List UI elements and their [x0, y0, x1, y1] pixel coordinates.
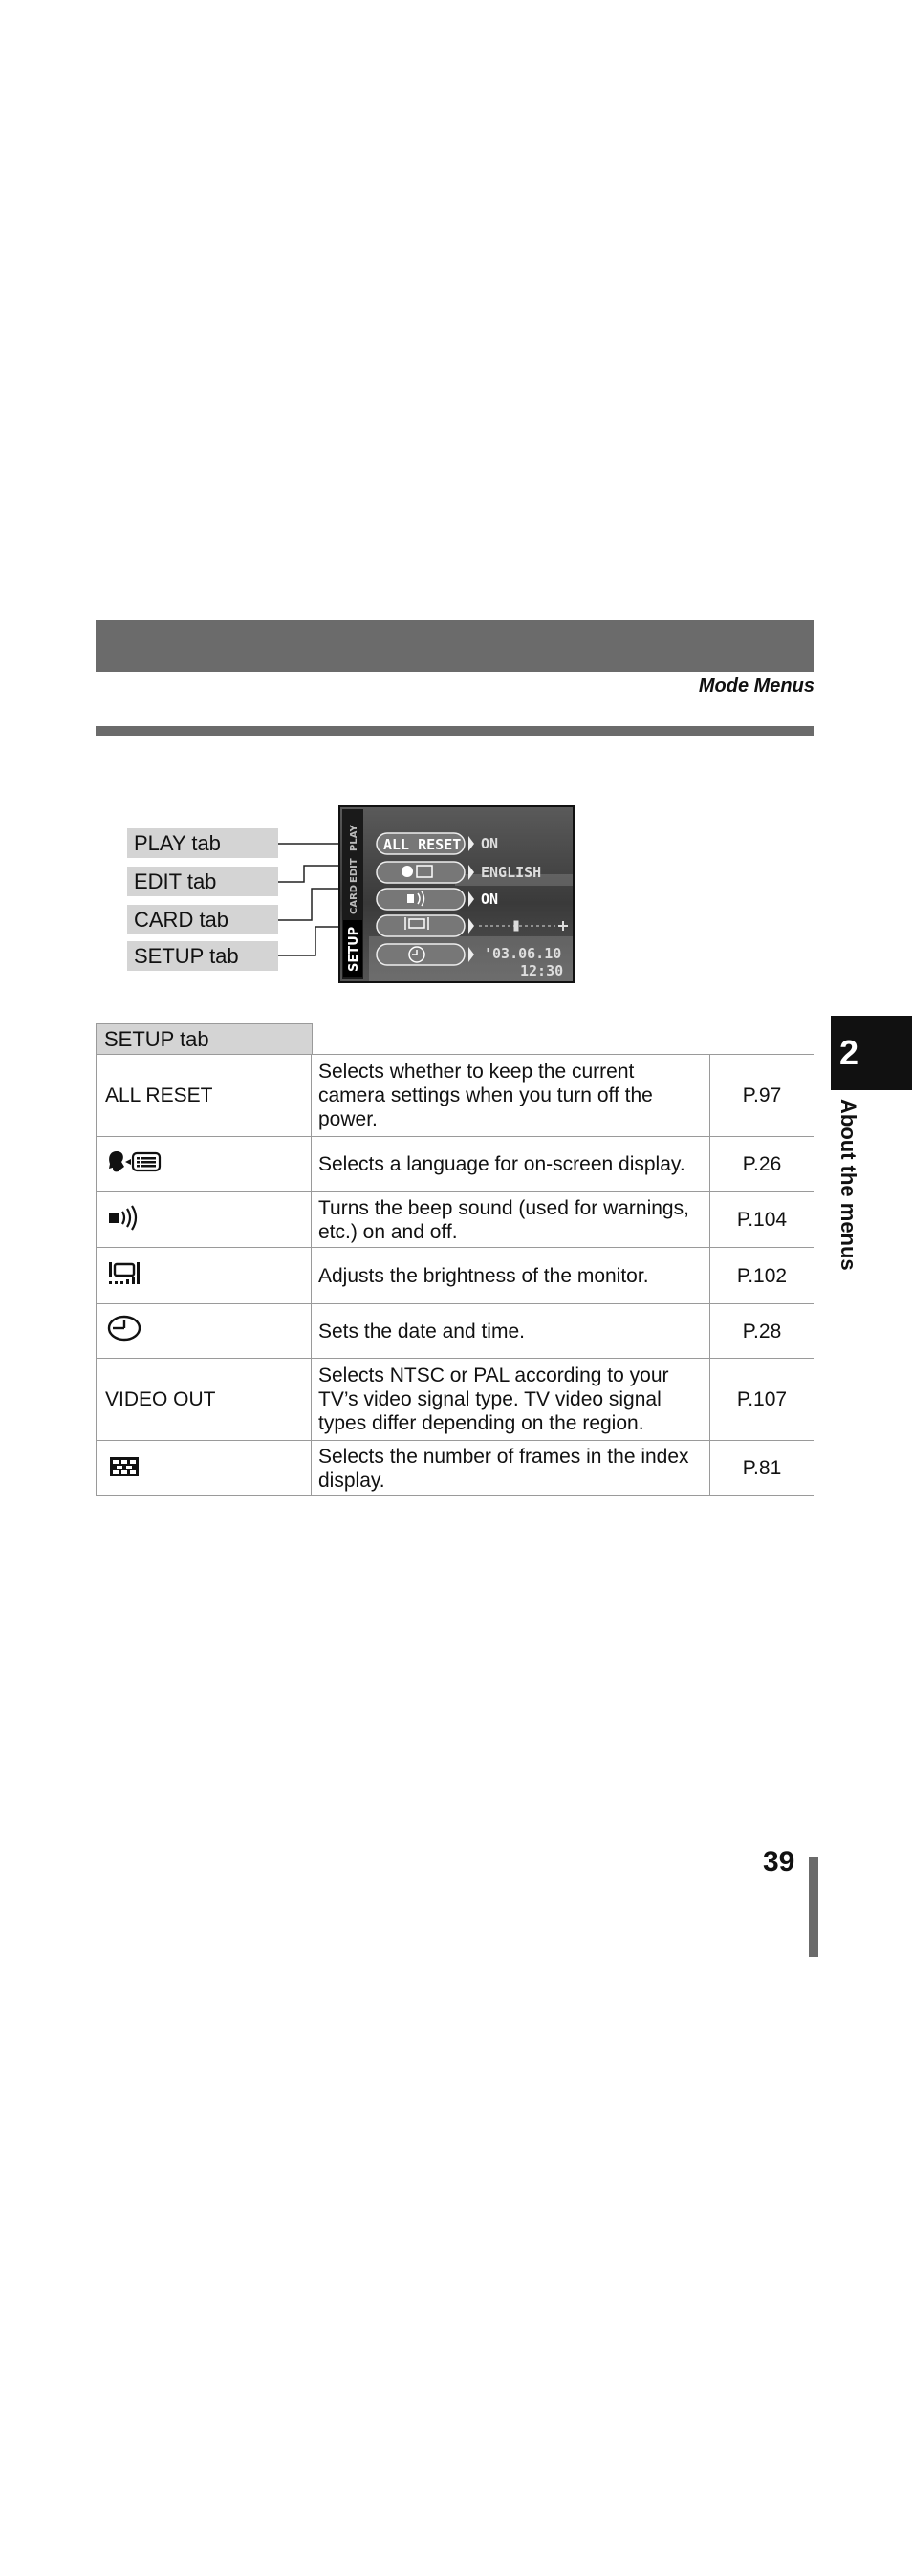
language-icon: [105, 1148, 174, 1176]
table-row: [97, 1304, 814, 1359]
callout-setup-tab: SETUP tab: [127, 941, 278, 971]
item-cell: [97, 1441, 312, 1496]
page-cell: P.28: [710, 1304, 814, 1359]
table-row: [97, 1192, 814, 1248]
callout-card-tab: CARD tab: [127, 905, 278, 934]
page-cell: P.104: [710, 1192, 814, 1248]
page-cell: P.97: [710, 1055, 814, 1137]
table-row: [97, 1441, 814, 1496]
page-marker-bar: [809, 1857, 818, 1957]
item-cell: [97, 1192, 312, 1248]
screen-tab-card: CARD: [349, 884, 359, 914]
screen-row-date-value: '03.06.10: [484, 945, 562, 962]
screen-row-beep-value: ON: [481, 891, 499, 908]
description-cell: Turns the beep sound (used for warnings, etc.) on and off.: [312, 1192, 710, 1248]
description-cell: Selects NTSC or PAL according to your TV’s video signal type. TV video signal types differ depending on the region.: [312, 1359, 710, 1441]
screen-tab-play: PLAY: [349, 825, 359, 851]
item-cell: VIDEO OUT: [97, 1359, 312, 1441]
screen-row-language-value: ENGLISH: [481, 864, 542, 881]
description-cell: Adjusts the brightness of the monitor.: [312, 1248, 710, 1304]
screen-row-all-reset-value: ON: [481, 835, 499, 852]
page-cell: P.107: [710, 1359, 814, 1441]
header-rule: [96, 726, 814, 736]
screen-row-time-value: 12:30: [520, 962, 564, 979]
header-band: [96, 620, 814, 672]
description-cell: Selects whether to keep the current camera settings when you turn off the power.: [312, 1055, 710, 1137]
page-cell: P.26: [710, 1137, 814, 1192]
page-cell: P.102: [710, 1248, 814, 1304]
screen-row-all-reset: ALL RESET: [383, 836, 462, 853]
item-cell: [97, 1137, 312, 1192]
callout-leader-lines: [268, 803, 344, 965]
description-cell: Sets the date and time.: [312, 1304, 710, 1359]
table-row: [97, 1359, 814, 1441]
description-cell: Selects a language for on-screen display.: [312, 1137, 710, 1192]
screen-tab-edit: EDIT: [349, 858, 359, 883]
table-row: [97, 1137, 814, 1192]
screen-tab-setup: SETUP: [347, 926, 361, 972]
section-title: Mode Menus: [698, 676, 814, 697]
item-cell: ALL RESET: [97, 1055, 312, 1137]
item-cell: [97, 1248, 312, 1304]
callout-play-tab: PLAY tab: [127, 828, 278, 858]
chapter-tab: 2: [831, 1016, 912, 1090]
clock-icon: [105, 1314, 153, 1342]
description-cell: Selects the number of frames in the index display.: [312, 1441, 710, 1496]
setup-tab-table: [96, 1054, 814, 1496]
table-title: SETUP tab: [96, 1023, 313, 1055]
camera-monitor-screen: [338, 805, 575, 983]
item-cell: [97, 1304, 312, 1359]
monitor-brightness-icon: [105, 1258, 153, 1287]
page-cell: P.81: [710, 1441, 814, 1496]
table-row: [97, 1055, 814, 1137]
index-display-icon: [105, 1451, 143, 1480]
table-row: [97, 1248, 814, 1304]
beep-sound-icon: [105, 1203, 153, 1232]
page-number: 39: [763, 1846, 795, 1878]
callout-edit-tab: EDIT tab: [127, 867, 278, 896]
chapter-title: About the menus: [836, 1099, 860, 1271]
